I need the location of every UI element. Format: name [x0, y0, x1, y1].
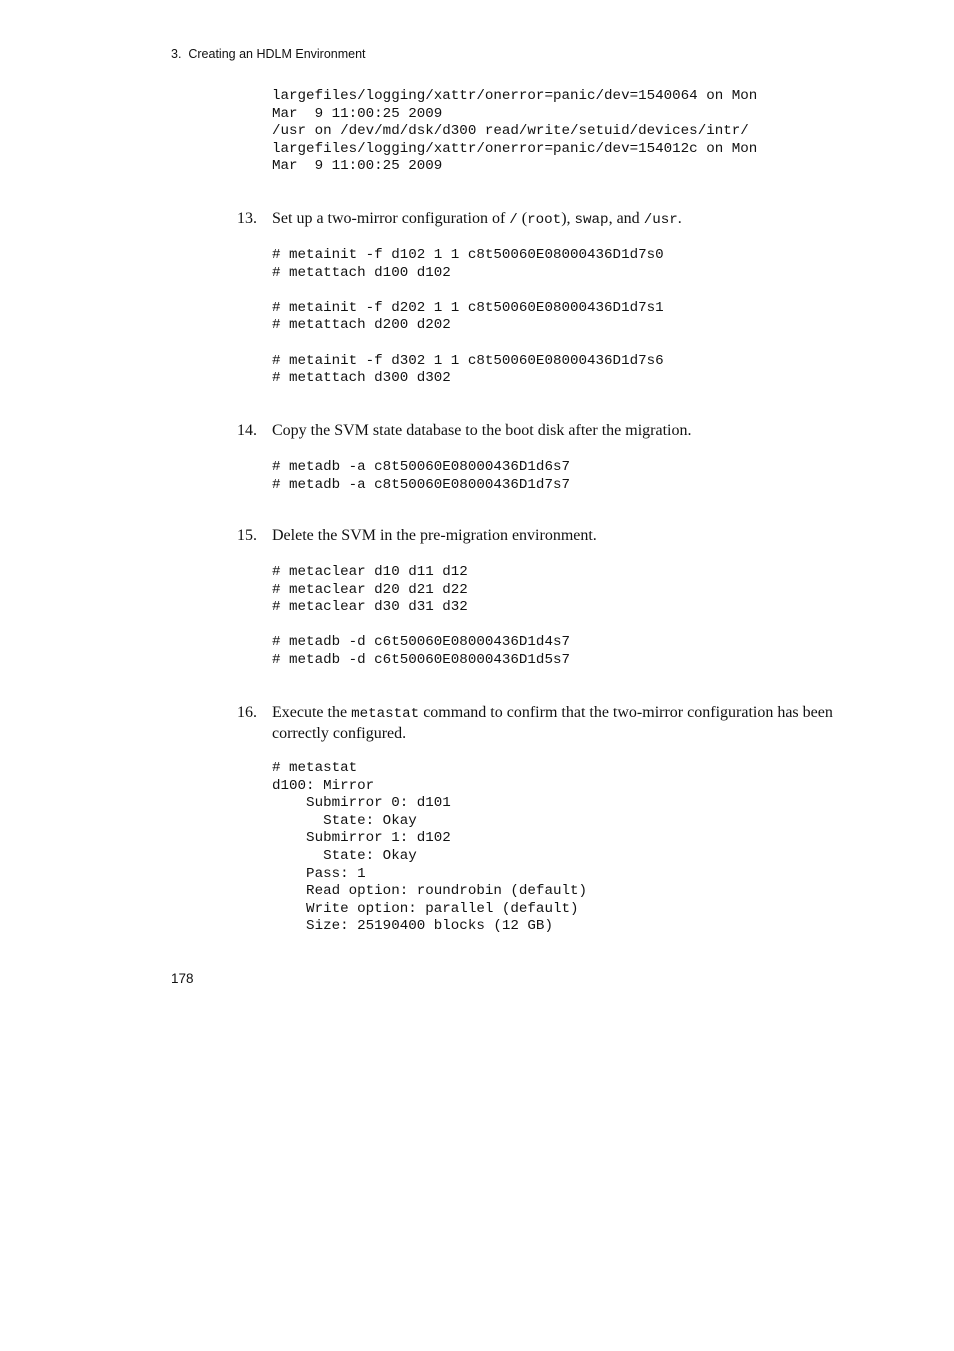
- step-13: [237, 209, 837, 230]
- step-14: [237, 421, 837, 440]
- step-text: Execute the metastat command to confirm that the two-mirror configuration has been correctly configured.: [272, 704, 833, 742]
- code-block-mount-output: largefiles/logging/xattr/onerror=panic/dev=1540064 on Mon Mar 9 11:00:25 2009 /usr on /dev/md/dsk/d300 read/write/setuid/devices/intr/ largefiles/logging/xattr/onerror=panic/dev=154012c on Mon Mar 9 11:00:25 2009: [272, 88, 758, 175]
- step-text: Set up a two-mirror configuration of / (root), swap, and /usr.: [272, 210, 682, 228]
- page-number: 178: [171, 971, 194, 986]
- running-header: 3. Creating an HDLM Environment: [171, 47, 366, 61]
- step-text: Delete the SVM in the pre-migration environment.: [272, 527, 597, 544]
- step-text: Copy the SVM state database to the boot disk after the migration.: [272, 422, 692, 439]
- code-block-metainit: # metainit -f d102 1 1 c8t50060E08000436D1d7s0 # metattach d100 d102 # metainit -f d202 1 1 c8t50060E08000436D1d7s1 # metattach d200 d202 # metainit -f d302 1 1 c8t50060E08000436D1d7s6 # metattach d300 d302: [272, 247, 664, 387]
- step-number: 15.: [237, 527, 257, 544]
- step-16: [237, 703, 837, 743]
- code-block-metadb-add: # metadb -a c8t50060E08000436D1d6s7 # metadb -a c8t50060E08000436D1d7s7: [272, 459, 570, 493]
- step-number: 13.: [237, 210, 257, 227]
- code-block-metaclear: # metaclear d10 d11 d12 # metaclear d20 d21 d22 # metaclear d30 d31 d32 # metadb -d c6t50060E08000436D1d4s7 # metadb -d c6t50060E08000436D1d5s7: [272, 564, 570, 668]
- step-number: 16.: [237, 704, 257, 721]
- step-15: [237, 526, 837, 545]
- step-number: 14.: [237, 422, 257, 439]
- code-block-metastat: # metastat d100: Mirror Submirror 0: d101 State: Okay Submirror 1: d102 State: Okay Pass: 1 Read option: roundrobin (default) Write option: parallel (default) Size: 25190400 blocks (12 GB): [272, 760, 588, 935]
